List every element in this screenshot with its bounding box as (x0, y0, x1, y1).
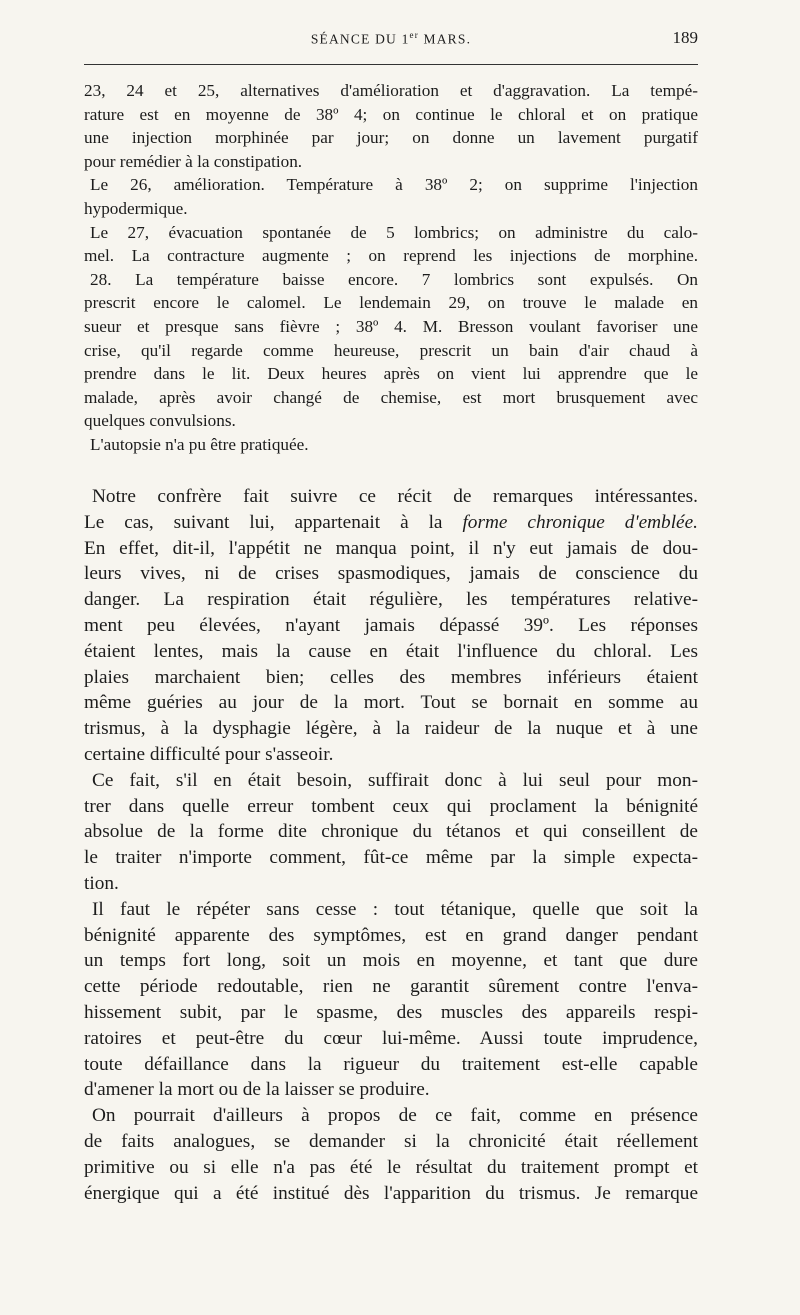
text-line: quelques convulsions. (84, 411, 236, 431)
text-line: 28. La température baisse encore. 7 lombrics sont expulsés. On (90, 269, 698, 289)
text-line: d'amener la mort ou de la laisser se produire. (84, 1079, 430, 1101)
text-line: mel. La contracture augmente ; on reprend les injections de morphine. (84, 246, 698, 266)
text-line: absolue de la forme dite chronique du tétanos et qui conseillent de (84, 821, 698, 843)
text-line: danger. La respiration était régulière, les températures relative- (84, 589, 698, 611)
text-line: Notre confrère fait suivre ce récit de remarques intéressantes. (92, 486, 698, 507)
text-line: Le 26, amélioration. Température à 38º 2; on supprime l'injection (90, 175, 698, 195)
text-line: plaies marchaient bien; celles des membres inférieurs étaient (84, 666, 698, 688)
text-line: même guéries au jour de la mort. Tout se bornait en somme au (84, 692, 698, 714)
text-line: énergique qui a été institué dès l'apparition du trismus. Je remarque (84, 1182, 698, 1204)
text-line: cette période redoutable, rien ne garantit sûrement contre l'enva- (84, 976, 698, 998)
text-line: crise, qu'il regarde comme heureuse, prescrit un bain d'air chaud à (84, 340, 698, 360)
text-line: une injection morphinée par jour; on donne un lavement purgatif (84, 128, 698, 148)
text-line: ment peu élevées, n'ayant jamais dépassé 39º. Les réponses (84, 614, 698, 636)
running-header (84, 30, 698, 54)
text-line: prendre dans le lit. Deux heures après on vient lui apprendre que le (84, 364, 698, 384)
commentary-text (84, 484, 698, 1206)
text-line: un temps fort long, soit un mois en moyenne, et tant que dure (84, 950, 698, 972)
text-line: rature est en moyenne de 38º 4; on continue le chloral et on pratique (84, 104, 698, 124)
text-line: L'autopsie n'a pu être pratiquée. (90, 434, 309, 454)
text-line: primitive ou si elle n'a pas été le résultat du traitement prompt et (84, 1156, 698, 1178)
text-line: certaine difficulté pour s'asseoir. (84, 743, 334, 765)
text-line: le traiter n'importe comment, fût-ce même par la simple expecta- (84, 847, 698, 869)
text-line: En effet, dit-il, l'appétit ne manqua point, il n'y eut jamais de dou- (84, 537, 698, 559)
text-line: trismus, à la dysphagie légère, à la raideur de la nuque et à une (84, 718, 698, 740)
page-number: 189 (672, 28, 698, 47)
text-line: leurs vives, ni de crises spasmodiques, jamais de conscience du (84, 563, 698, 585)
text-line: tion. (84, 872, 119, 894)
text-line: malade, après avoir changé de chemise, est mort brusquement avec (84, 387, 698, 407)
text-line: trer dans quelle erreur tombent ceux qui proclament la bénignité (84, 795, 698, 817)
text-line: Le cas, suivant lui, appartenait à la forme chronique d'emblée. (84, 511, 698, 533)
text-line: hypodermique. (84, 198, 188, 218)
text-line: Le 27, évacuation spontanée de 5 lombrics; on administre du calo- (90, 222, 698, 242)
text-line: prescrit encore le calomel. Le lendemain 29, on trouve le malade en (84, 293, 698, 313)
running-title: SÉANCE DU 1er MARS. (310, 30, 472, 47)
header-rule (84, 64, 698, 65)
case-report-text (84, 79, 698, 457)
text-line: Il faut le répéter sans cesse : tout tétanique, quelle que soit la (92, 898, 698, 920)
text-line: de faits analogues, se demander si la chronicité était réellement (84, 1130, 698, 1152)
text-line: On pourrait d'ailleurs à propos de ce fait, comme en présence (92, 1105, 698, 1127)
text-line: hissement subit, par le spasme, des muscles des appareils respi- (84, 1001, 698, 1023)
text-line: étaient lentes, mais la cause en était l'influence du chloral. Les (84, 640, 698, 662)
text-line: ratoires et peut-être du cœur lui-même. Aussi toute imprudence, (84, 1027, 698, 1049)
text-line: sueur et presque sans fièvre ; 38º 4. M. Bresson voulant favoriser une (84, 316, 698, 336)
text-line: pour remédier à la constipation. (84, 151, 303, 171)
text-line: toute défaillance dans la rigueur du traitement est-elle capable (84, 1053, 698, 1075)
text-line: bénignité apparente des symptômes, est en grand danger pendant (84, 924, 698, 946)
text-line: Ce fait, s'il en était besoin, suffirait donc à lui seul pour mon- (92, 769, 698, 791)
emphasis: forme chronique d'emblée. (462, 511, 698, 533)
text-line: 23, 24 et 25, alternatives d'amélioration et d'aggravation. La tempé- (84, 81, 698, 100)
